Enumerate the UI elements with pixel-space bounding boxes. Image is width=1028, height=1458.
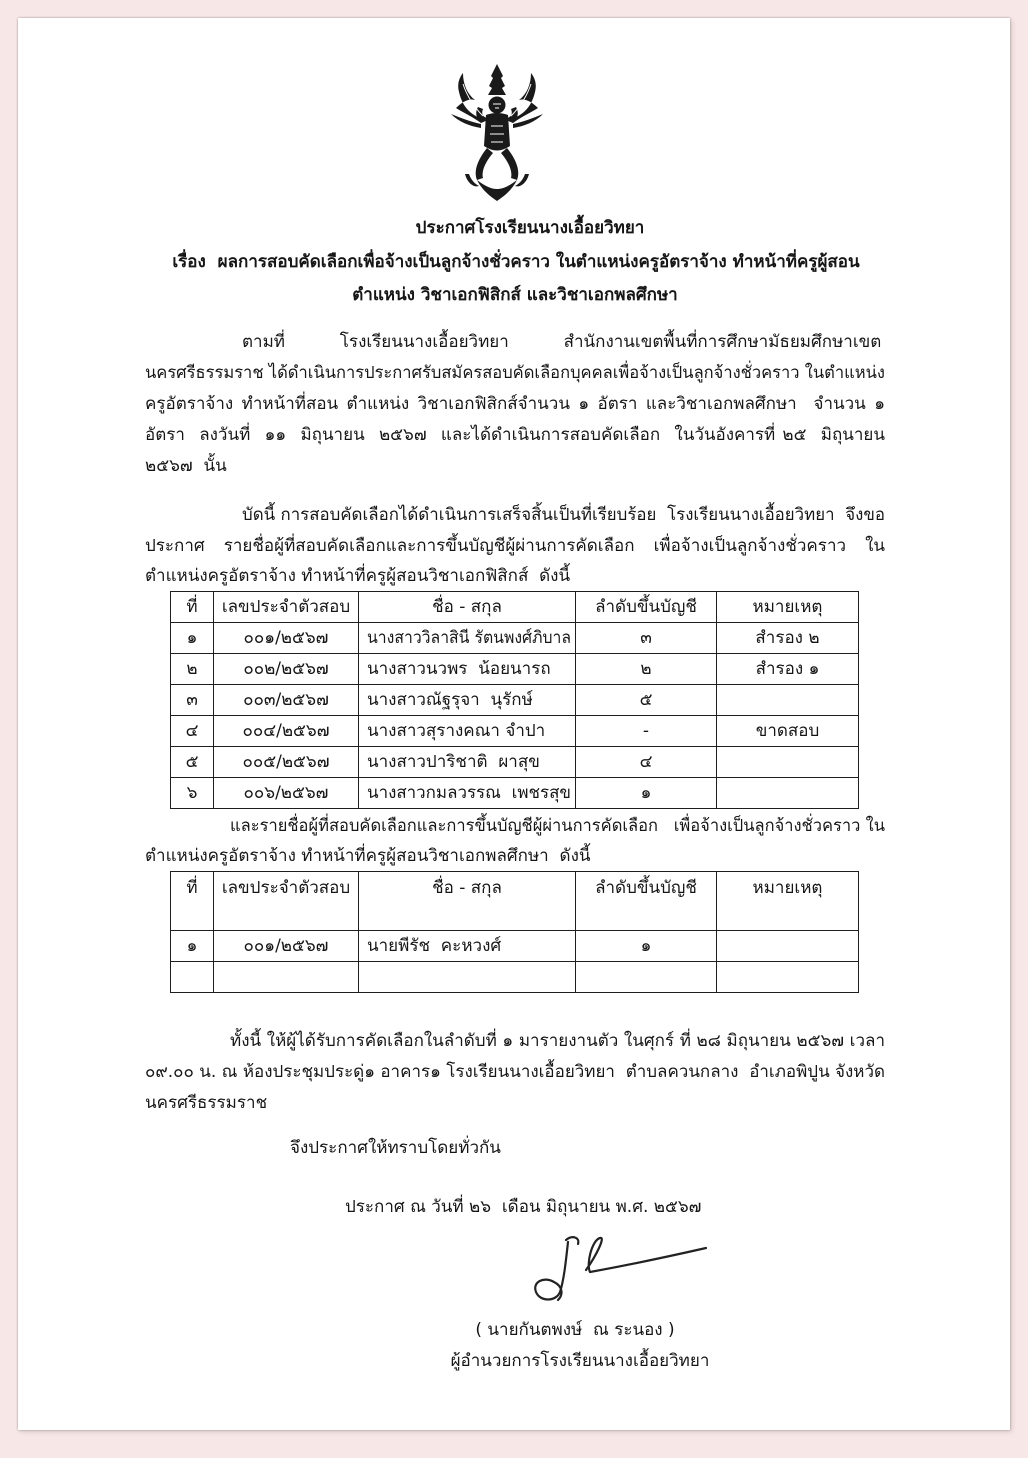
row-exam-id: ๐๐๑/๒๕๖๗	[243, 628, 329, 648]
paragraph1-line: ครูอัตราจ้าง ทำหน้าที่สอน ตำแหน่ง วิชาเอกฟิสิกส์จำนวน ๑ อัตรา และวิชาเอกพลศึกษา จำนวน ๑	[145, 394, 885, 414]
header-cell	[717, 872, 859, 931]
header-exam-id: เลขประจำตัวสอบ	[221, 878, 351, 898]
paragraph2-line: ประกาศ รายชื่อผู้ที่สอบคัดเลือกและการขึ้นบัญชีผู้ผ่านการคัดเลือก เพื่อจ้างเป็นลูกจ้างชั่วคราว ใน	[145, 536, 885, 556]
row-exam-id: ๐๐๔/๒๕๖๗	[242, 721, 330, 741]
header-rank: ลำดับขึ้นบัญชี	[595, 878, 697, 898]
row-name: นางสาวนวพร น้อยนารถ	[367, 659, 551, 679]
header-cell	[171, 872, 214, 931]
row-remark: สำรอง ๑	[755, 659, 820, 679]
row-number: ๓	[186, 690, 198, 710]
paragraph3-line: ตำแหน่งครูอัตราจ้าง ทำหน้าที่ครูผู้สอนวิชาเอกพลศึกษา ดังนี้	[145, 846, 591, 866]
row-rank: ๔	[639, 752, 653, 772]
paragraph1-line: อัตรา ลงวันที่ ๑๑ มิถุนายน ๒๕๖๗ และได้ดำเนินการสอบคัดเลือก ในวันอังคารที่ ๒๕ มิถุนายน	[145, 425, 885, 445]
header-cell	[359, 872, 576, 931]
header-remark: หมายเหตุ	[752, 597, 823, 617]
row-name: นายพีรัช คะหวงศ์	[367, 936, 502, 956]
paragraph1-line: นครศรีธรรมราช ได้ดำเนินการประกาศรับสมัครสอบคัดเลือกบุคคลเพื่อจ้างเป็นลูกจ้างชั่วคราว ในตำแหน่ง	[145, 363, 885, 383]
header-cell	[214, 592, 359, 623]
header-rank: ลำดับขึ้นบัญชี	[595, 597, 697, 617]
row-rank: ๑	[640, 783, 652, 803]
row-rank: ๓	[640, 628, 652, 648]
header-number: ที่	[186, 597, 198, 617]
table-row	[171, 685, 859, 716]
signatory-name: ( นายกันตพงษ์ ณ ระนอง )	[475, 1320, 675, 1340]
row-number: ๑	[186, 936, 198, 956]
table-row	[171, 716, 859, 747]
header-name: ชื่อ - สกุล	[432, 878, 502, 898]
header-name: ชื่อ - สกุล	[432, 597, 502, 617]
row-name: นางสาวณัฐรุจา นุรักษ์	[367, 690, 533, 710]
row-number: ๖	[186, 783, 198, 803]
row-exam-id: ๐๐๓/๒๕๖๗	[243, 690, 329, 710]
closing-statement: จึงประกาศให้ทราบโดยทั่วกัน	[290, 1138, 501, 1158]
garuda-emblem	[447, 62, 547, 202]
header-cell	[214, 872, 359, 931]
paragraph2-line: บัดนี้ การสอบคัดเลือกได้ดำเนินการเสร็จสิ้นเป็นที่เรียบร้อย โรงเรียนนางเอื้อยวิทยา จึงขอ	[242, 505, 885, 525]
row-rank: ๑	[640, 936, 652, 956]
pe-results-table	[170, 871, 859, 993]
row-exam-id: ๐๐๒/๒๕๖๗	[243, 659, 329, 679]
announcement-subject: เรื่อง ผลการสอบคัดเลือกเพื่อจ้างเป็นลูกจ้างชั่วคราว ในตำแหน่งครูอัตราจ้าง ทำหน้าที่ครูผู้สอน	[172, 252, 860, 272]
paragraph4-line: ทั้งนี้ ให้ผู้ได้รับการคัดเลือกในลำดับที่ ๑ มารายงานตัว ในศุกร์ ที่ ๒๘ มิถุนายน ๒๕๖๗ เวลา	[230, 1031, 885, 1051]
table-row	[171, 962, 859, 993]
row-name: นางสาวปาริชาติ ผาสุข	[367, 752, 540, 772]
header-cell	[576, 592, 717, 623]
table-row	[171, 623, 859, 654]
row-name: นางสาวกมลวรรณ เพชรสุข	[367, 783, 571, 803]
row-number: ๕	[185, 752, 199, 772]
table-row	[171, 778, 859, 809]
row-exam-id: ๐๐๕/๒๕๖๗	[242, 752, 330, 772]
paragraph1-line: ตามที่ โรงเรียนนางเอื้อยวิทยา สำนักงานเขตพื้นที่การศึกษามัธยมศึกษาเขต	[242, 332, 882, 352]
table-header-row	[171, 592, 859, 623]
signature	[522, 1230, 712, 1305]
row-number: ๑	[186, 628, 198, 648]
header-remark: หมายเหตุ	[752, 878, 823, 898]
signatory-position: ผู้อำนวยการโรงเรียนนางเอื้อยวิทยา	[450, 1351, 710, 1371]
header-cell	[576, 872, 717, 931]
header-cell	[717, 592, 859, 623]
paragraph4-line: ๐๙.๐๐ น. ณ ห้องประชุมประดู่๑ อาคาร๑ โรงเรียนนางเอื้อยวิทยา ตำบลควนกลาง อำเภอพิปูน จังหวัด	[145, 1062, 886, 1082]
header-exam-id: เลขประจำตัวสอบ	[221, 597, 351, 617]
paragraph1-line: ๒๕๖๗ นั้น	[145, 456, 227, 476]
paragraph2-line: ตำแหน่งครูอัตราจ้าง ทำหน้าที่ครูผู้สอนวิชาเอกฟิสิกส์ ดังนี้	[145, 566, 571, 586]
row-exam-id: ๐๐๖/๒๕๖๗	[243, 783, 329, 803]
table-row	[171, 654, 859, 685]
table-header-row	[171, 872, 859, 931]
paragraph4-line: นครศรีธรรมราช	[145, 1093, 268, 1113]
announcement-subject-positions: ตำแหน่ง วิชาเอกฟิสิกส์ และวิชาเอกพลศึกษา	[352, 285, 678, 305]
row-exam-id: ๐๐๑/๒๕๖๗	[243, 936, 329, 956]
header-number: ที่	[186, 878, 198, 898]
row-rank: ๒	[640, 659, 652, 679]
table-row	[171, 747, 859, 778]
row-number: ๔	[185, 721, 199, 741]
row-remark: สำรอง ๒	[755, 628, 820, 648]
announcement-date: ประกาศ ณ วันที่ ๒๖ เดือน มิถุนายน พ.ศ. ๒๕๖๗	[345, 1197, 702, 1217]
paragraph3-line: และรายชื่อผู้ที่สอบคัดเลือกและการขึ้นบัญชีผู้ผ่านการคัดเลือก เพื่อจ้างเป็นลูกจ้างชั่วคราว ใน	[230, 816, 885, 836]
row-rank: ๕	[639, 690, 653, 710]
header-cell	[171, 592, 214, 623]
row-name: นางสาววิลาสินี รัตนพงศ์ภิบาล	[367, 628, 572, 648]
announcement-title: ประกาศโรงเรียนนางเอื้อยวิทยา	[415, 218, 645, 238]
row-number: ๒	[186, 659, 198, 679]
physics-results-table	[170, 591, 859, 809]
row-name: นางสาวสุรางคณา จำปา	[367, 721, 546, 741]
table-row	[171, 931, 859, 962]
row-remark: ขาดสอบ	[755, 721, 820, 741]
row-rank: -	[642, 721, 650, 741]
header-cell	[359, 592, 576, 623]
